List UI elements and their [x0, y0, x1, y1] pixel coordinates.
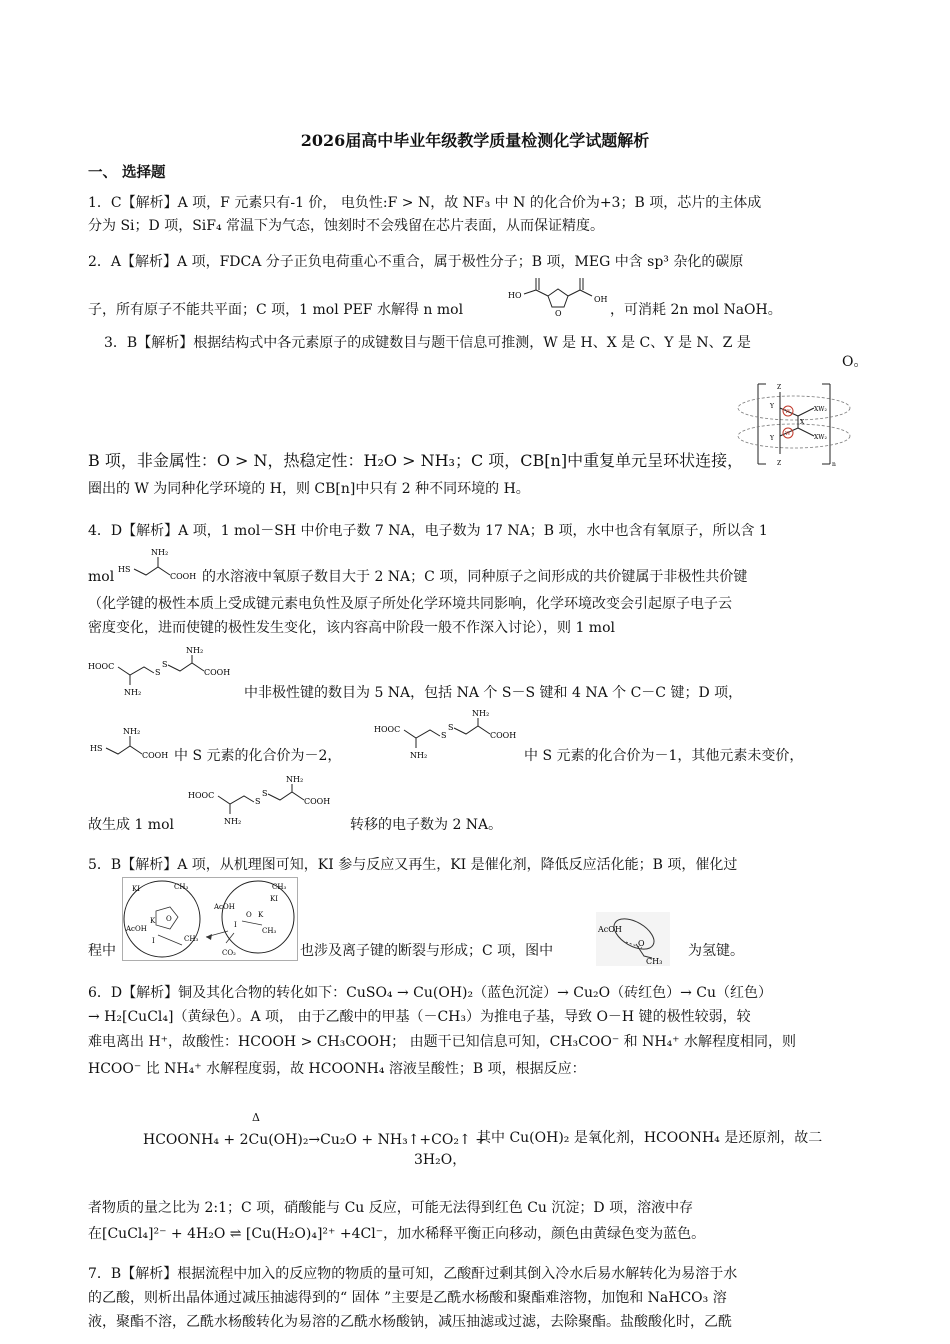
q4-line-2a: mol: [88, 569, 115, 585]
mech-co2-label: CO₂: [222, 949, 236, 957]
mech-i-left: I: [152, 937, 155, 945]
cbn-z-top: Z: [777, 384, 782, 391]
fdca-structure: [508, 272, 608, 318]
cbn-xw2-label: XW₂: [814, 406, 827, 413]
q4-line-7b: 转移的电子数为 2 NA。: [350, 817, 503, 833]
mechanism-diagram: [122, 877, 298, 961]
q4-line-2b: 的水溶液中氧原子数目大于 2 NA；C 项，同种原子之间形成的共价键属于非极性共价键: [202, 569, 748, 585]
q6-line-5: 者物质的量之比为 2:1；C 项，硝酸能与 Cu 反应，可能无法得到红色 Cu 沉淀；D 项，溶液中存: [88, 1200, 694, 1216]
q6-line-4: HCOO⁻ 比 NH₄⁺ 水解程度弱，故 HCOONH₄ 溶液呈酸性；B 项，根据反应：: [88, 1061, 586, 1077]
cystine-structure-3: [188, 772, 350, 830]
cystine3-s-a: S: [255, 797, 261, 806]
q6-heat-symbol: Δ: [252, 1111, 260, 1124]
cys-nh2-label: NH₂: [151, 548, 169, 557]
q5-line-2b: 也涉及离子键的断裂与形成；C 项，图中: [300, 943, 554, 959]
q5-line-2c: 为氢键。: [688, 943, 744, 959]
fdca-ring-o-label: O: [555, 309, 562, 318]
cystine1-hooc: HOOC: [88, 662, 115, 671]
cystine3-nh2-a: NH₂: [224, 817, 242, 826]
q2-line-2b: ，可消耗 2n mol NaOH。: [610, 302, 782, 318]
cbn-xw2-label-2: XW₂: [814, 434, 827, 441]
cystine1-nh2-b: NH₂: [186, 646, 204, 655]
q6-equation-2: 3H₂O，: [414, 1152, 467, 1168]
hbond-diagram: [596, 912, 670, 966]
cystine-structure-1: [88, 645, 248, 701]
cbn-y-label-2: Y: [770, 435, 774, 442]
cystine-structure-2: [374, 708, 530, 762]
q2-line-2a: 子，所有原子不能共平面；C 项，1 mol PEF 水解得 n mol: [88, 302, 464, 318]
mech-acoh-right: AcOH: [214, 903, 235, 911]
q6-line-6: 在[CuCl₄]²⁻ + 4H₂O ⇌ [Cu(H₂O)₄]²⁺ +4Cl⁻，加水稀释平衡正向移动，颜色由黄绿色变为蓝色。: [88, 1226, 706, 1242]
q7-line-3: 液，聚酯不溶，乙酰水杨酸转化为易溶的乙酰水杨酸钠，减压抽滤或过滤，去除聚酯。盐酸酸化时，乙酰: [88, 1314, 732, 1330]
q5-line-1: 5．B【解析】A 项，从机理图可知，KI 参与反应又再生，KI 是催化剂，降低反应活化能；B 项，催化过: [88, 857, 738, 873]
cys2-cooh-label: COOH: [142, 751, 169, 760]
cys-cooh-label: COOH: [170, 572, 197, 581]
cbn-w-label-2: W: [785, 431, 791, 437]
q3-line-1: 3．B【解析】根据结构式中各元素原子的成键数目与题干信息可推测，W 是 H、X 是 C、Y 是 N、Z 是: [104, 335, 751, 351]
cystine3-cooh: COOH: [304, 797, 331, 806]
cystine1-nh2-a: NH₂: [124, 688, 142, 697]
cys2-nh2-label: NH₂: [123, 727, 141, 736]
mech-ki-left: KI: [132, 885, 140, 893]
q4-line-4: 密度变化，进而使键的极性发生变化，该内容高中阶段一般不作深入讨论），则 1 mol: [88, 620, 615, 636]
cystine2-nh2-a: NH₂: [410, 751, 428, 760]
mech-o-left: O: [166, 915, 172, 923]
cystine3-s-b: S: [262, 789, 268, 798]
cbn-structure: [736, 378, 860, 468]
cys2-hs-label: HS: [90, 744, 103, 753]
q4-line-6a: 中 S 元素的化合价为－2，: [174, 748, 342, 764]
hbond-o-label: O: [638, 939, 645, 948]
mech-acoh-left: AcOH: [126, 925, 147, 933]
q6-line-1: 6．D【解析】铜及其化合物的转化如下：CuSO₄ → Cu(OH)₂（蓝色沉淀）→ Cu₂O（砖红色）→ Cu（红色）: [88, 985, 773, 1001]
q6-equation-tail: 其中 Cu(OH)₂ 是氧化剂，HCOONH₄ 是还原剂，故二: [477, 1130, 823, 1146]
cystine1-cooh: COOH: [204, 668, 231, 677]
mech-k-left: K: [150, 917, 156, 925]
cystine2-nh2-b: NH₂: [472, 709, 490, 718]
cysteine-structure: [116, 545, 202, 585]
section-heading: 一、 选择题: [88, 164, 166, 181]
q5-line-2a: 程中: [88, 943, 116, 959]
cbn-x-label: X: [800, 419, 805, 426]
q1-line-2: 分为 Si；D 项，SiF₄ 常温下为气态，蚀刻时不会残留在芯片表面，从而保证精度。: [88, 218, 605, 234]
cystine2-s-b: S: [448, 723, 454, 732]
cysteine-structure-2: [88, 722, 176, 764]
q6-line-3: 难电离出 H⁺，故酸性：HCOOH > CH₃COOH； 由题干已知信息可知，CH₃COO⁻ 和 NH₄⁺ 水解程度相同，则: [88, 1034, 797, 1050]
q4-line-7a: 故生成 1 mol: [88, 817, 174, 833]
cystine1-s-a: S: [155, 668, 161, 677]
q3-line-3: 圈出的 W 为同种化学环境的 H，则 CB[n]中只有 2 种不同环境的 H。: [88, 481, 530, 497]
q6-equation: HCOONH₄ + 2Cu(OH)₂→Cu₂O + NH₃↑+CO₂↑ +: [143, 1132, 487, 1148]
cys-hs-label: HS: [118, 565, 131, 574]
mech-i-right: I: [234, 921, 237, 929]
cystine2-s-a: S: [441, 731, 447, 740]
mech-k-right: K: [258, 911, 264, 919]
q2-line-1: 2．A【解析】A 项，FDCA 分子正负电荷重心不重合，属于极性分子；B 项，MEG 中含 sp³ 杂化的碳原: [88, 254, 744, 270]
cbn-n-label: n: [832, 461, 836, 468]
mech-ch3-left-2: CH₃: [184, 935, 199, 943]
cystine2-hooc: HOOC: [374, 725, 401, 734]
page-title: 2026届高中毕业年级教学质量检测化学试题解析: [300, 131, 650, 150]
q3-line-2: B 项，非金属性：O > N，热稳定性：H₂O > NH₃；C 项，CB[n]中重复单元呈环状连接，: [88, 451, 744, 470]
fdca-ho-label: HO: [508, 291, 522, 300]
q4-line-6b: 中 S 元素的化合价为－1，其他元素未变价，: [524, 748, 804, 764]
cystine3-nh2-b: NH₂: [286, 775, 304, 784]
mech-o-right: O: [246, 911, 252, 919]
fdca-oh-label: OH: [594, 295, 608, 304]
cystine1-s-b: S: [162, 660, 168, 669]
mech-ki-right: KI: [270, 895, 278, 903]
mech-ch3-right-2: CH₃: [262, 927, 277, 935]
cbn-y-label: Y: [770, 403, 774, 410]
cbn-z-bottom: Z: [777, 460, 782, 467]
cbn-w-label: W: [785, 409, 791, 415]
q4-line-1: 4．D【解析】A 项，1 mol－SH 中价电子数 7 NA，电子数为 17 NA；B 项，水中也含有氧原子，所以含 1: [88, 523, 768, 539]
q4-line-3: （化学键的极性本质上受成键元素电负性及原子所处化学环境共同影响，化学环境改变会引起原子电子云: [88, 596, 732, 612]
cystine2-cooh: COOH: [490, 731, 517, 740]
mech-ch3-left: CH₃: [174, 883, 189, 891]
q7-line-1: 7．B【解析】根据流程中加入的反应物的物质的量可知，乙酸酐过剩其倒入冷水后易水解转化为易溶于水: [88, 1266, 738, 1282]
q4-line-5: 中非极性键的数目为 5 NA，包括 NA 个 S－S 键和 4 NA 个 C－C 键；D 项，: [244, 685, 743, 701]
q7-line-2: 的乙酸，则析出晶体通过减压抽滤得到的“ 固体 ”主要是乙酰水杨酸和聚酯难溶物，加饱和 NaHCO₃ 溶: [88, 1290, 727, 1306]
hbond-acoh-label: AcOH: [598, 925, 622, 934]
q3-line-1b: O。: [842, 354, 868, 370]
q1-line-1: 1．C【解析】A 项，F 元素只有-1 价， 电负性:F > N，故 NF₃ 中 N 的化合价为+3；B 项，芯片的主体成: [88, 195, 762, 211]
q6-line-2: → H₂[CuCl₄]（黄绿色）。A 项， 由于乙酸中的甲基（－CH₃）为推电子基，导致 O－H 键的极性较弱，较: [88, 1009, 751, 1025]
mech-ch3-right: CH₃: [272, 883, 287, 891]
cystine3-hooc: HOOC: [188, 791, 215, 800]
hbond-ch3-label: CH₃: [646, 957, 663, 966]
